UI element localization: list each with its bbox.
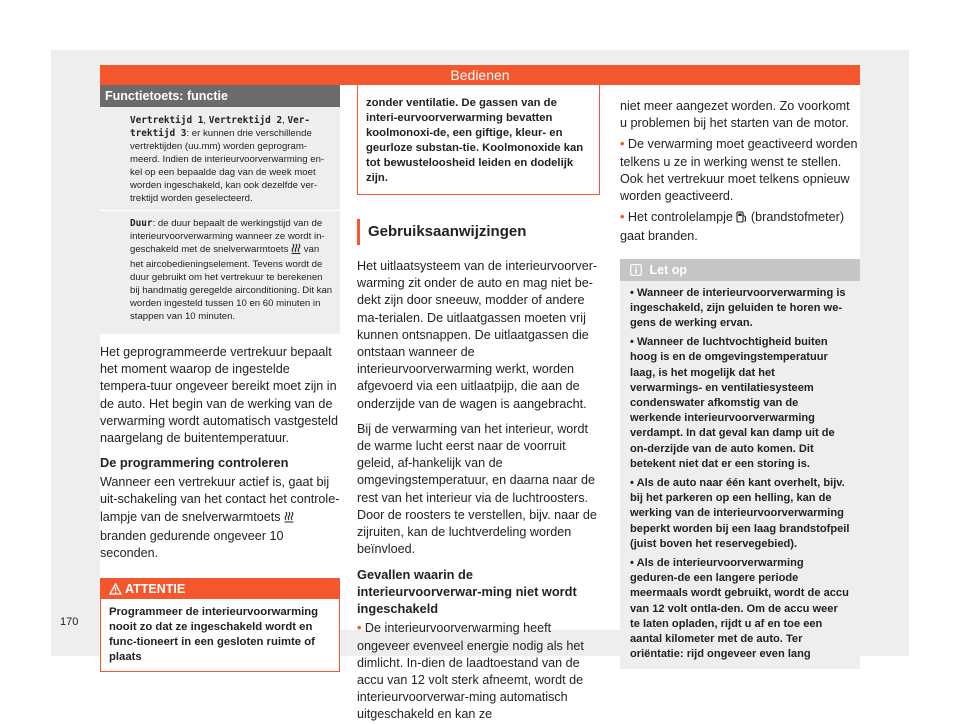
warning-title: ATTENTIE bbox=[125, 582, 186, 597]
bullet-activate: • De verwarming moet geactiveerd worden telkens u ze in werking wenst te stellen. Ook het vertrekuur moet telkens opnieuw worden geactiveerd. bbox=[620, 137, 858, 204]
page-number: 170 bbox=[60, 616, 79, 628]
function-row-duur bbox=[100, 210, 340, 328]
page-content bbox=[100, 85, 860, 722]
warning-body-part1: Programmeer de interieurvoorwarming nooit zo dat ze ingeschakeld wordt en func-tioneert in een gesloten ruimte of plaats bbox=[109, 606, 319, 664]
note-item: • Wanneer de luchtvochtigheid buiten hoog is en de omgevingstemperatuur laag, is het mogelijk dat het verwarmings- en ventilatiesysteem condenswater afkomstig van de werkende interieurvoorverwarming verdampt. In dat geval kan damp uit de on-derzijde van de auto komen. Dit betekent niet dat er een storing is. bbox=[630, 336, 835, 470]
note-item: • Wanneer de interieurvoorverwarming is ingeschakeld, zijn geluiden te horen we-gens de werking ervan. bbox=[630, 286, 846, 330]
quick-heat-icon bbox=[291, 243, 301, 258]
paragraph-exhaust: Het uitlaatsysteem van de interieurvoorver-warming zit onder de auto en mag niet be-dekt zijn door sneeuw, modder of andere ma-terialen. De uitlaatgassen moeten vrij kunnen ontsnappen. De uitlaatgassen die ontstaan wanneer de interieurvoorverwarming werkt, worden afgevoerd via een uitlaatpijp, die aan de onderzijde van de wagen is aangebracht. bbox=[357, 259, 598, 411]
key-vertrektijd-2: Vertrektijd 2 bbox=[208, 115, 283, 126]
function-row-vertrektijd: Vertrektijd 1, Vertrektijd 2, Ver-trektijd 3: er kunnen drie verschillende vertrektijden (uu.mm) worden geprogram-meerd. Indien de interieurvoorverwarming en-kel op een bepaalde dag van de week moet worden ingeschakeld, kan ook dezelfde ver-trektijd worden geselecteerd. bbox=[130, 115, 325, 204]
bullet-warning-lamp: • Het controlelampje (brandstofmeter) gaat branden. bbox=[620, 210, 845, 244]
paragraph-continued: niet meer aangezet worden. Zo voorkomt u problemen bij het starten van de motor. bbox=[620, 99, 850, 131]
bullet-energy: • De interieurvoorverwarming heeft ongeveer evenveel energie nodig als het dimlicht. In-dien de laadtoestand van de accu van 12 volt sterk afneemt, wordt de interieurvoorverwar-ming automatisch uitgeschakeld en kan ze bbox=[357, 621, 584, 722]
quick-heat-icon bbox=[284, 511, 294, 528]
note-header bbox=[620, 259, 860, 281]
function-desc-duur-a: : de duur bepaalt de werkingstijd van de interieurvoorverwarming wanneer ze wordt in-geschakeld met de snelverwarmtoets bbox=[130, 218, 325, 255]
function-desc-vertrektijd: : er kunnen drie verschillende vertrektijden (uu.mm) worden geprogram-meerd. Indien de interieurvoorverwarming en-kel op een bepaalde dag van de week moet worden ingeschakeld, kan ook dezelfde ver-trektijd worden geselecteerd. bbox=[130, 128, 325, 204]
note-box bbox=[620, 259, 860, 669]
paragraph-check-programming: Wanneer een vertrekuur actief is, gaat bij uit-schakeling van het contact het controle-lampje van de snelverwarmtoets branden gedurende ongeveer 10 seconden. bbox=[100, 475, 340, 561]
section-heading: Gebruiksaanwijzingen bbox=[357, 219, 600, 245]
bullet-marker: • bbox=[620, 210, 625, 225]
warning-box-continued bbox=[357, 85, 600, 195]
column-middle bbox=[357, 85, 600, 724]
paragraph-air-distribution: Bij de verwarming van het interieur, wordt de warme lucht eerst naar de voorruit geleid, af-hankelijk van de omgevingstemperatuur, en daarna naar de rest van het interieur via de luchtroosters. Door de roosters te verstellen, bijv. naar de zijruiten, kan de luchtverdeling worden beïnvloed. bbox=[357, 421, 597, 557]
key-duur: Duur bbox=[130, 218, 153, 229]
warning-header bbox=[101, 579, 339, 599]
fuel-pump-icon bbox=[736, 211, 747, 228]
function-table-header: Functietoets: functie bbox=[100, 85, 340, 107]
warning-box bbox=[100, 578, 340, 672]
chapter-header bbox=[100, 65, 860, 85]
paragraph-departure-time: Het geprogrammeerde vertrekuur bepaalt het moment waarop de ingestelde tempera-tuur ongeveer bereikt moet zijn in de auto. Het begin van de werking van de verwarming wordt automatisch vastgesteld naargelang de buitentemperatuur. bbox=[100, 345, 338, 446]
key-vertrektijd-1: Vertrektijd 1 bbox=[130, 115, 204, 126]
warning-triangle-icon bbox=[109, 581, 122, 601]
info-icon bbox=[630, 261, 642, 283]
note-body bbox=[620, 281, 860, 669]
subheading-not-activated: Gevallen waarin de interieurvoorverwar-ming niet wordt ingeschakeld bbox=[357, 567, 577, 617]
subheading-check-programming: De programmering controleren bbox=[100, 455, 289, 471]
column-right bbox=[620, 85, 860, 669]
warning-body-part2: zonder ventilatie. De gassen van de interi-eurvoorverwarming bevatten koolmonoxi-de, een giftige, kleur- en geurloze substan-tie. Koolmonoxide kan tot bewusteloosheid leiden en dodelijk zijn. bbox=[366, 97, 584, 184]
key-vertrektijd-3: Ver-trektijd 3 bbox=[130, 115, 311, 139]
bullet-marker: • bbox=[620, 137, 625, 152]
function-desc-duur-b: van het aircobedieningselement. Tevens wordt de duur gebruikt om het vertrekuur te berekenen bij handmatig geregelde airconditioning. Dit kan worden ingesteld tussen 10 en 60 minuten in stappen van 10 minuten. bbox=[130, 244, 333, 322]
note-item: • Als de interieurvoorverwarming geduren-de een langere periode meermaals wordt gebruikt, wordt de accu van 12 volt ontla-den. Om de accu weer te laten opladen, rijdt u af en toe een aantal kilometer met de auto. Ter oriëntatie: rijd ongeveer even lang bbox=[630, 557, 849, 661]
column-left bbox=[100, 85, 340, 672]
function-table bbox=[100, 85, 340, 334]
note-item: • Als de auto naar één kant overhelt, bijv. bij het parkeren op een helling, kan de werking van de interieurvoorverwarming beperkt worden bij een laag brandstofpeil (juist boven het reservegebied). bbox=[630, 477, 850, 550]
bullet-marker: • bbox=[357, 621, 362, 636]
note-title: Let op bbox=[649, 262, 687, 277]
chapter-title: Bedienen bbox=[450, 67, 510, 83]
